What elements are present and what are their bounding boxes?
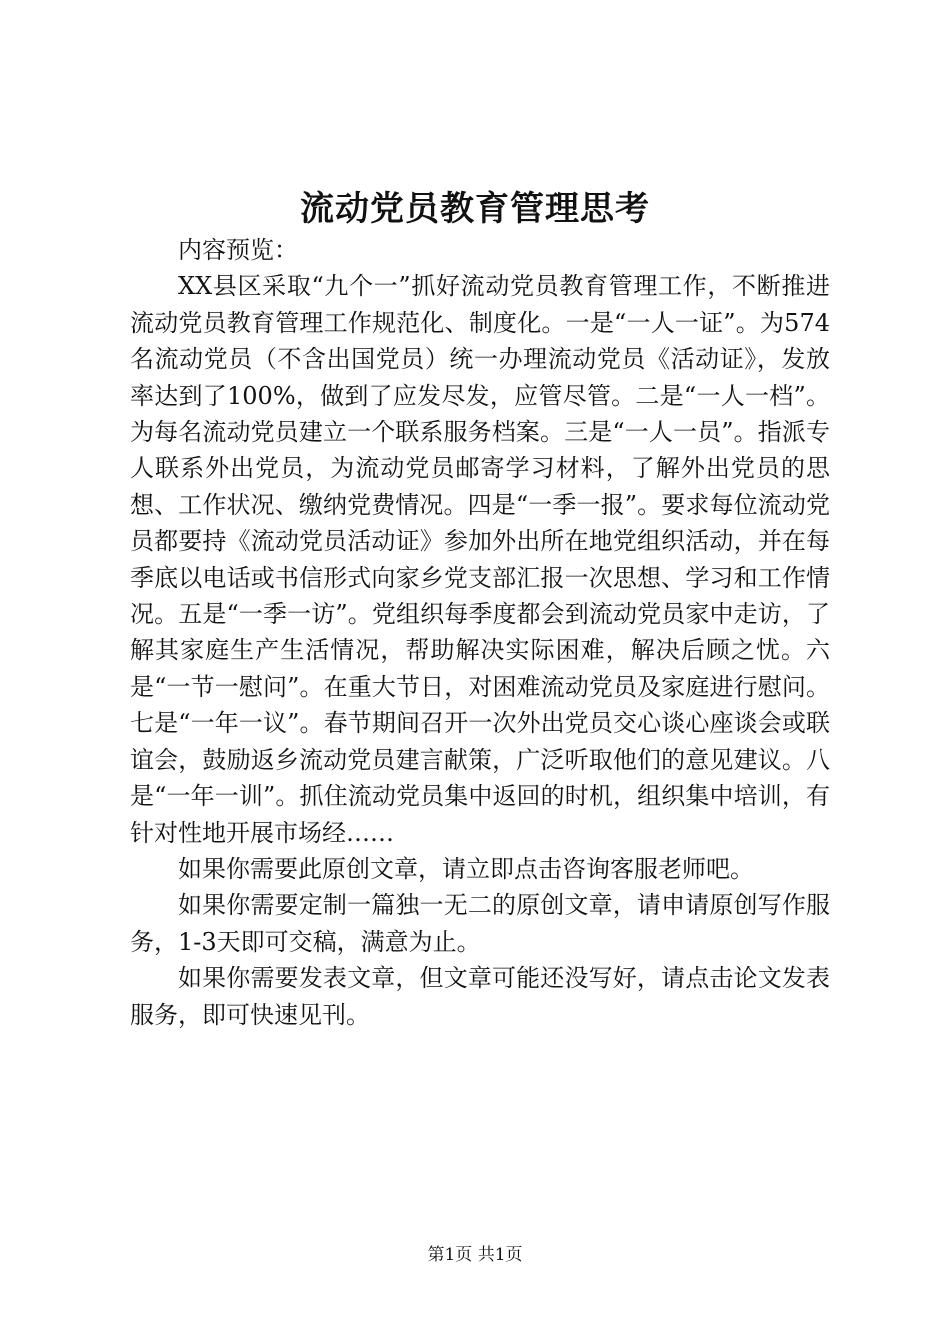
preview-label: 内容预览： [178, 236, 298, 264]
paragraph-publishing-service: 如果你需要发表文章，但文章可能还没写好，请点击论文发表服务，即可快速见刊。 [130, 964, 830, 1029]
document-title: 流动党员教育管理思考 [300, 189, 650, 229]
document-body [130, 232, 830, 1033]
paragraph-custom-writing: 如果你需要定制一篇独一无二的原创文章，请申请原创写作服务，1-3天即可交稿，满意为止。 [130, 891, 830, 956]
paragraph-main: XX县区采取“九个一”抓好流动党员教育管理工作，不断推进流动党员教育管理工作规范化、制度化。一是“一人一证”。为574名流动党员（不含出国党员）统一办理流动党员《活动证》，发放率达到了100%，做到了应发尽发，应管尽管。二是“一人一档”。为每名流动党员建立一个联系服务档案。三是“一人一员”。指派专人联系外出党员，为流动党员邮寄学习材料，了解外出党员的思想、工作状况、缴纳党费情况。四是“一季一报”。要求每位流动党员都要持《流动党员活动证》参加外出所在地党组织活动，并在每季底以电话或书信形式向家乡党支部汇报一次思想、学习和工作情况。五是“一季一访”。党组织每季度都会到流动党员家中走访，了解其家庭生产生活情况，帮助解决实际困难，解决后顾之忧。六是“一节一慰问”。在重大节日，对困难流动党员及家庭进行慰问。七是“一年一议”。春节期间召开一次外出党员交心谈心座谈会或联谊会，鼓励返乡流动党员建言献策，广泛听取他们的意见建议。八是“一年一训”。抓住流动党员集中返回的时机，组织集中培训，有针对性地开展市场经…… [130, 272, 830, 847]
paragraph-consult-service: 如果你需要此原创文章，请立即点击咨询客服老师吧。 [178, 854, 754, 883]
page-footer: 第1页 共1页 [427, 1245, 523, 1265]
